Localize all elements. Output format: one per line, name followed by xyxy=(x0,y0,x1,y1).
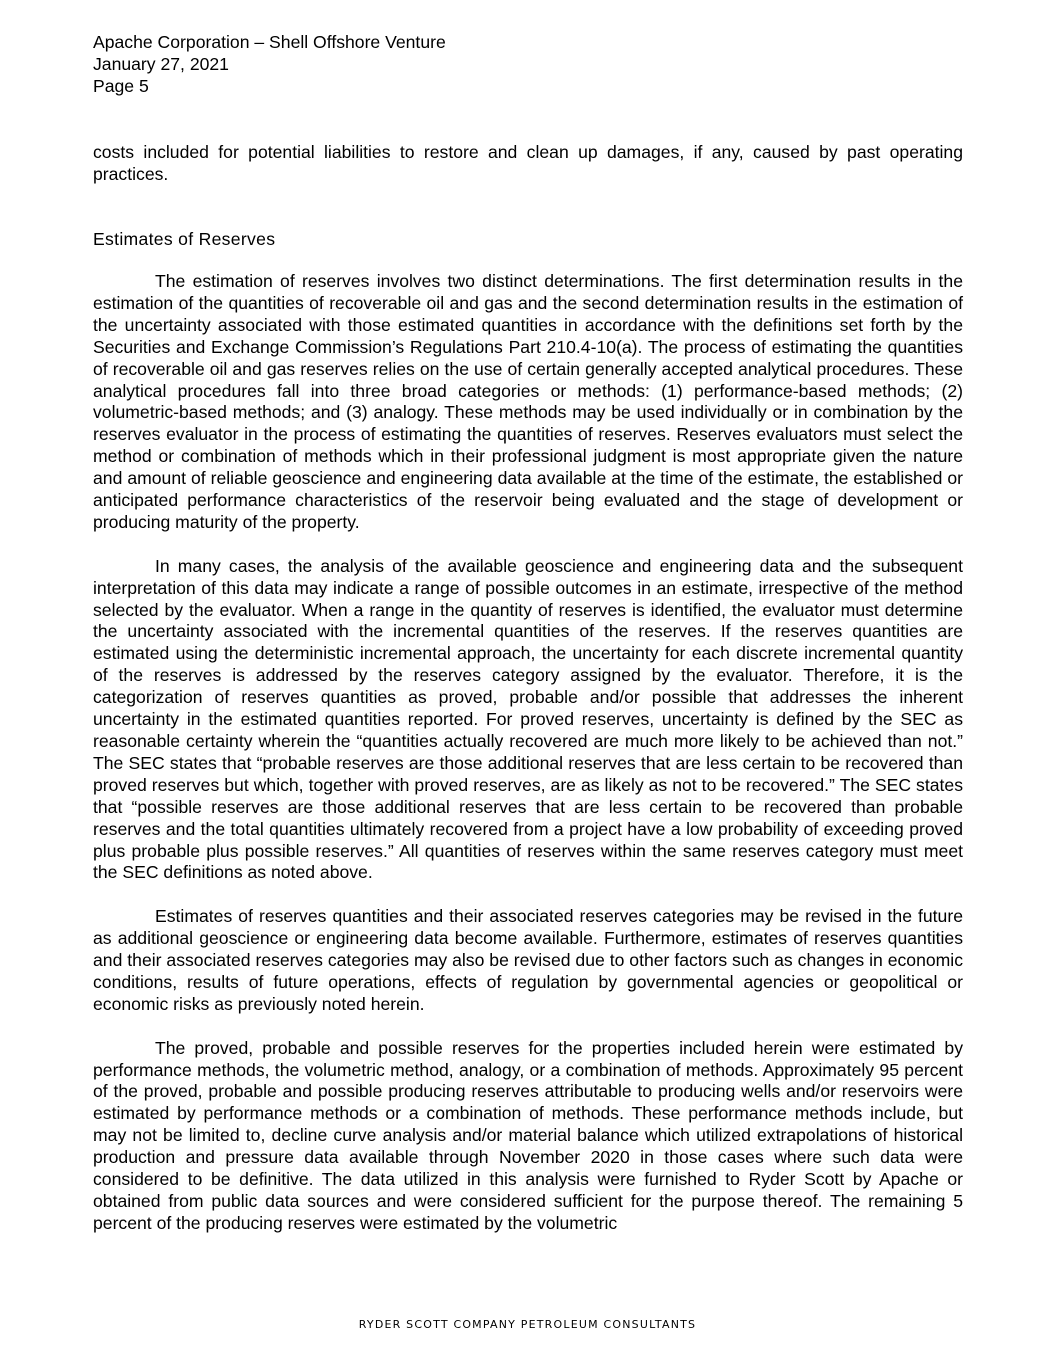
letter-header xyxy=(93,31,963,97)
header-page-number: Page 5 xyxy=(93,76,149,96)
company-footer: RYDER SCOTT COMPANY PETROLEUM CONSULTANTS xyxy=(358,1318,697,1331)
paragraph-revisions: Estimates of reserves quantities and their associated reserves categories may be revised in the future as additional geoscience or engineering data become available. Furthermore, estimates of reserves quantities and their associated reserves categories may also be revised due to other factors such as changes in economic conditions, results of future operations, effects of regulation by governmental agencies or geopolitical or economic risks as previously noted herein. xyxy=(93,906,963,1014)
paragraph-methods: The proved, probable and possible reserves for the properties included herein were estimated by performance methods, the volumetric method, analogy, or a combination of methods. Approximately 95 percent of the proved, probable and possible producing reserves attributable to producing wells and/or reservoirs were estimated by performance methods or a combination of methods. These performance methods include, but may not be limited to, decline curve analysis and/or material balance which utilized extrapolations of historical production and pressure data available through November 2020 in those cases where such data were considered to be definitive. The data utilized in this analysis were furnished to Ryder Scott by Apache or obtained from public data sources and were considered sufficient for the purpose thereof. The remaining 5 percent of the producing reserves were estimated by the volumetric xyxy=(93,1037,963,1233)
paragraph-uncertainty: In many cases, the analysis of the available geoscience and engineering data and the subsequent interpretation of this data may indicate a range of possible outcomes in an estimate, irrespective of the method selected by the evaluator. When a range in the quantity of reserves is identified, the evaluator must determine the uncertainty associated with the incremental quantities of the reserves. If the reserves quantities are estimated using the deterministic incremental approach, the uncertainty for each discrete incremental quantity of the reserves is addressed by the reserves category assigned by the evaluator. Therefore, it is the categorization of reserves quantities as proved, probable and/or possible that addresses the inherent uncertainty in the estimated quantities reported. For proved reserves, uncertainty is defined by the SEC as reasonable certainty wherein the “quantities actually recovered are much more likely to be achieved than not.” The SEC states that “probable reserves are those additional reserves that are less certain to be recovered than proved reserves but which, together with proved reserves, are as likely as not to be recovered.” The SEC states that “possible reserves are those additional reserves that are less certain to be recovered than probable reserves and the total quantities ultimately recovered from a project have a low probability of exceeding proved plus probable plus possible reserves.” All quantities of reserves within the same reserves category must meet the SEC definitions as noted above. xyxy=(93,555,963,883)
section-body xyxy=(93,271,963,1257)
header-date: January 27, 2021 xyxy=(93,54,229,74)
section-heading: Estimates of Reserves xyxy=(93,229,276,249)
header-recipient: Apache Corporation – Shell Offshore Venture xyxy=(93,32,446,52)
paragraph-estimation-of-reserves: The estimation of reserves involves two distinct determinations. The first determination results in the estimation of the quantities of recoverable oil and gas and the second determination results in the estimation of the uncertainty associated with those estimated quantities in accordance with the definitions set forth by the Securities and Exchange Commission’s Regulations Part 210.4-10(a). The process of estimating the quantities of recoverable oil and gas reserves relies on the use of certain generally accepted analytical procedures. These analytical procedures fall into three broad categories or methods: (1) performance-based methods; (2) volumetric-based methods; and (3) analogy. These methods may be used individually or in combination by the reserves evaluator in the process of estimating the quantities of reserves. Reserves evaluators must select the method or combination of methods which in their professional judgment is most appropriate given the nature and amount of reliable geoscience and engineering data available at the time of the estimate, the established or anticipated performance characteristics of the reservoir being evaluated and the stage of development or producing maturity of the property. xyxy=(93,271,963,532)
intro-paragraph: costs included for potential liabilities to restore and clean up damages, if any, caused by past operating practices. xyxy=(93,142,963,184)
